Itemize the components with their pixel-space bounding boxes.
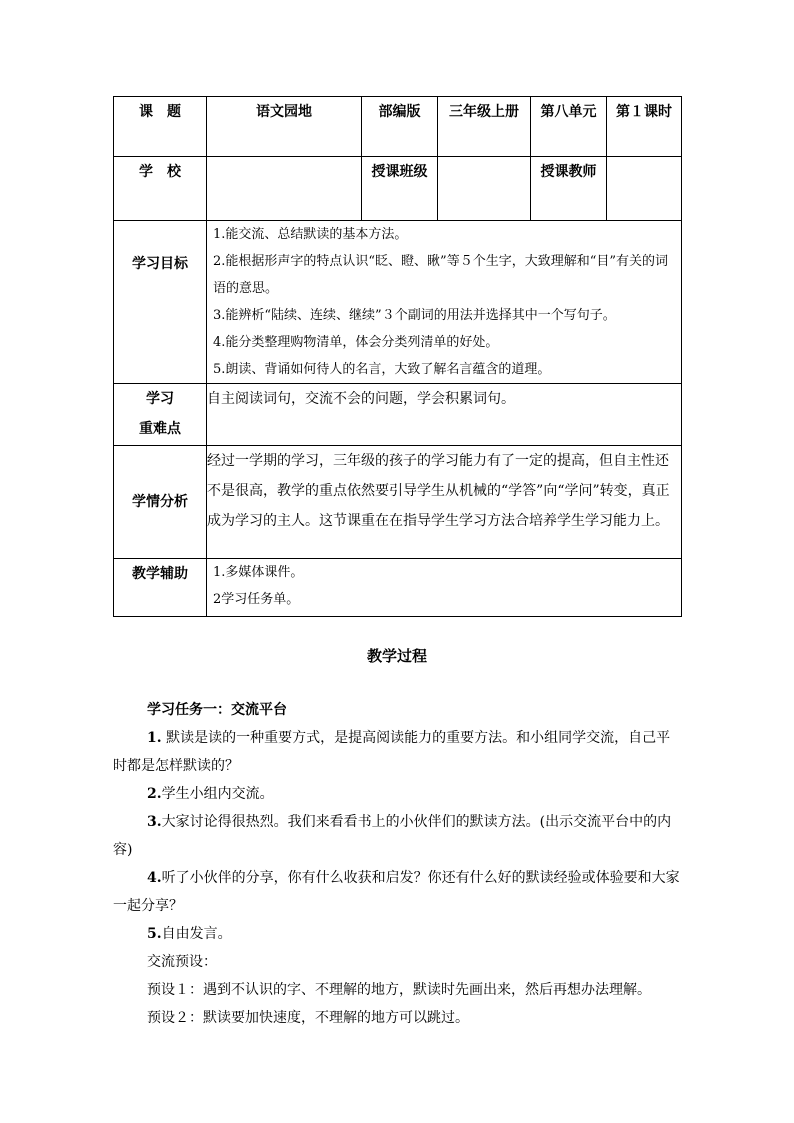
focus-label-line1: 学习 (146, 391, 174, 407)
class-label: 授课班级 (362, 157, 438, 221)
table-row (114, 157, 682, 221)
section-title: 教学过程 (366, 647, 427, 665)
goal-item: 2.能根据形声字的特点认识“眨、瞪、瞅”等５个生字，大致理解和“目”有关的词语的意思。 (213, 254, 668, 296)
aid-item: 2学习任务单。 (213, 592, 300, 607)
focus-text: 自主阅读词句，交流不会的问题，学会积累词句。 (207, 384, 682, 446)
goals-content (207, 221, 682, 384)
aids-content (207, 559, 682, 617)
school-value (207, 157, 362, 221)
paragraph-text: 大家讨论得很热烈。我们来看看书上的小伙伴们的默读方法。(出示交流平台中的内容) (113, 814, 672, 858)
topic-value: 语文园地 (207, 97, 362, 157)
preset-item: 预设１：遇到不认识的字、不理解的地方，默读时先画出来，然后再想办法理解。 (147, 982, 651, 998)
table-row (114, 221, 682, 384)
analysis-text: 经过一学期的学习，三年级的孩子的学习能力有了一定的提高，但自主性还不是很高，教学的重点依然要引导学生从机械的“学答”向“学问”转变，真正成为学习的主人。这节课重在在指导学生学习方法合培养学生学习能力上。 (207, 446, 682, 559)
goal-item: 3.能辨析“陆续、连续、继续”３个副词的用法并选择其中一个写句子。 (213, 308, 616, 323)
focus-label (114, 384, 207, 446)
goals-label: 学习目标 (114, 221, 207, 384)
paragraph (113, 920, 681, 948)
paragraph-text: 学生小组内交流。 (161, 786, 274, 802)
focus-label-line2: 重难点 (139, 421, 181, 437)
paragraph-number: 3. (147, 814, 162, 830)
paragraph (113, 780, 681, 808)
paragraph-number: 4. (147, 870, 162, 886)
paragraph (113, 724, 681, 780)
paragraph-text: 自由发言。 (161, 926, 232, 942)
table-row (114, 384, 682, 446)
paragraph-text: 默读是读的一种重要方式，是提高阅读能力的重要方法。和小组同学交流，自己平时都是怎样默读的？ (113, 730, 671, 774)
table-row (114, 559, 682, 617)
goal-item: 5.朗读、背诵如何待人的名言，大致了解名言蕴含的道理。 (213, 362, 551, 377)
paragraph-number: 1. (147, 730, 162, 746)
aids-label: 教学辅助 (114, 559, 207, 617)
goal-item: 1.能交流、总结默读的基本方法。 (213, 227, 408, 242)
teacher-label: 授课教师 (531, 157, 607, 221)
edition-cell: 部编版 (362, 97, 438, 157)
unit-cell: 第八单元 (531, 97, 607, 157)
grade-cell: 三年级上册 (438, 97, 531, 157)
lesson-info-table (113, 96, 682, 617)
analysis-label: 学情分析 (114, 446, 207, 559)
table-row (114, 446, 682, 559)
aid-item: 1.多媒体课件。 (213, 565, 304, 580)
goal-item: 4.能分类整理购物清单，体会分类列清单的好处。 (213, 335, 499, 350)
table-row (114, 97, 682, 157)
topic-label: 课 题 (114, 97, 207, 157)
paragraph (113, 808, 681, 864)
paragraph (113, 864, 681, 920)
school-label: 学 校 (114, 157, 207, 221)
paragraph-text: 听了小伙伴的分享，你有什么收获和启发？你还有什么好的默读经验或体验要和大家一起分享？ (113, 870, 680, 914)
preset-title: 交流预设： (147, 954, 217, 970)
paragraph-number: 2. (147, 786, 162, 802)
task-heading: 学习任务一：交流平台 (147, 702, 287, 718)
paragraph-number: 5. (147, 926, 162, 942)
class-value (438, 157, 531, 221)
lesson-cell: 第１课时 (607, 97, 682, 157)
process-body (113, 696, 681, 1032)
teacher-value (607, 157, 682, 221)
preset-item: 预设２：默读要加快速度，不理解的地方可以跳过。 (147, 1010, 469, 1026)
